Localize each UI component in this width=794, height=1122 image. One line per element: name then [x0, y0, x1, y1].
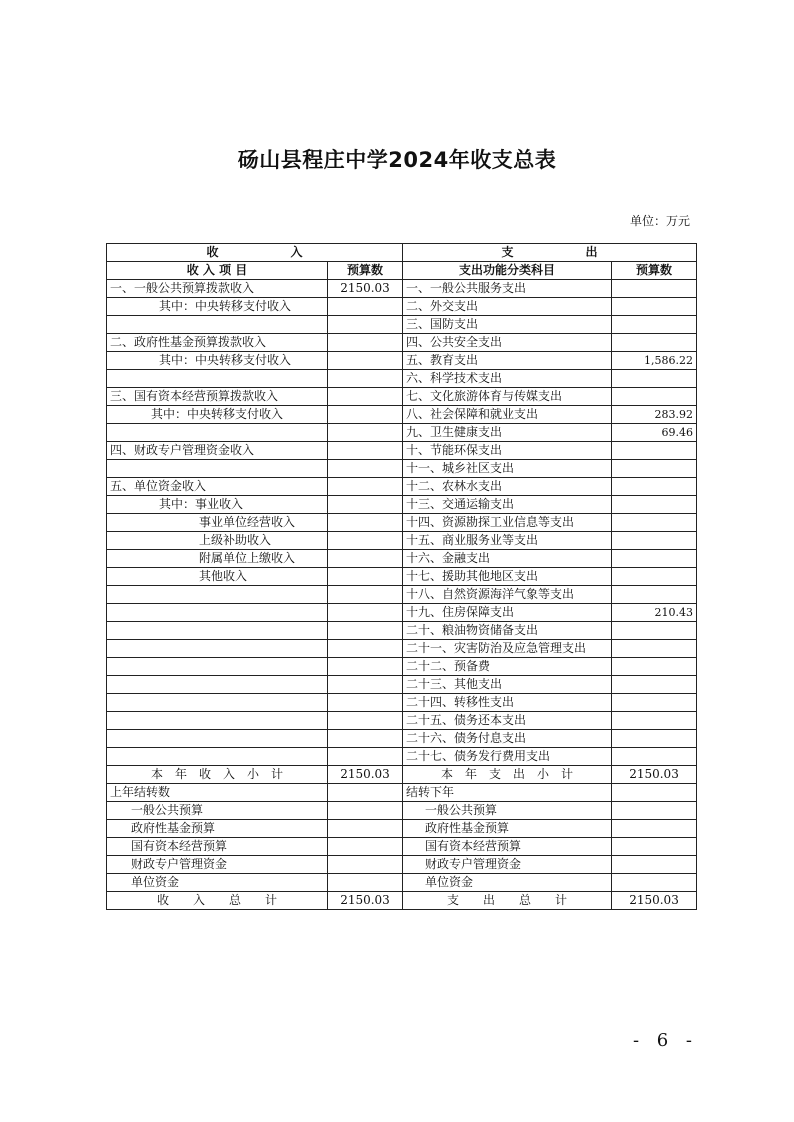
budget-summary-table [106, 243, 697, 910]
expense-label-cell: 二十六、债务付息支出 [403, 730, 612, 748]
expense-label-cell: 二十二、预备费 [403, 658, 612, 676]
income-label-cell: 其中：中央转移支付收入 [107, 352, 328, 370]
income-header: 收 入 [107, 244, 403, 262]
income-amount-cell [328, 532, 403, 550]
expense-label-cell: 十九、住房保障支出 [403, 604, 612, 622]
expense-label-cell: 二十七、债务发行费用支出 [403, 748, 612, 766]
expense-amount-cell [612, 298, 697, 316]
income-amount-header: 预算数 [328, 262, 403, 280]
income-amount-cell [328, 874, 403, 892]
expense-amount-cell [612, 802, 697, 820]
income-label-cell [107, 424, 328, 442]
expense-amount-cell: 2150.03 [612, 766, 697, 784]
income-amount-cell [328, 388, 403, 406]
expense-amount-cell [612, 874, 697, 892]
table-row [107, 388, 697, 406]
income-label-cell: 其他收入 [107, 568, 328, 586]
expense-amount-cell [612, 334, 697, 352]
income-label-cell: 五、单位资金收入 [107, 478, 328, 496]
expense-amount-cell: 2150.03 [612, 892, 697, 910]
income-label-cell: 国有资本经营预算 [107, 838, 328, 856]
table-row [107, 568, 697, 586]
income-amount-cell [328, 730, 403, 748]
income-label-cell: 上级补助收入 [107, 532, 328, 550]
table-row [107, 370, 697, 388]
table-row [107, 748, 697, 766]
table-row [107, 532, 697, 550]
expense-amount-cell [612, 730, 697, 748]
table-row [107, 730, 697, 748]
expense-amount-cell [612, 370, 697, 388]
income-amount-cell: 2150.03 [328, 892, 403, 910]
page-number: - 6 - [632, 1030, 698, 1051]
expense-header: 支 出 [403, 244, 697, 262]
income-label-cell: 单位资金 [107, 874, 328, 892]
expense-label-cell: 二、外交支出 [403, 298, 612, 316]
expense-amount-cell [612, 820, 697, 838]
table-row [107, 784, 697, 802]
table-row [107, 586, 697, 604]
income-amount-cell [328, 694, 403, 712]
income-item-header: 收 入 项 目 [107, 262, 328, 280]
table-row [107, 766, 697, 784]
expense-label-cell: 支 出 总 计 [403, 892, 612, 910]
expense-label-cell: 二十三、其他支出 [403, 676, 612, 694]
expense-amount-cell [612, 280, 697, 298]
income-label-cell [107, 586, 328, 604]
expense-amount-cell [612, 388, 697, 406]
income-amount-cell [328, 298, 403, 316]
income-amount-cell [328, 460, 403, 478]
table-row [107, 298, 697, 316]
expense-label-cell: 十三、交通运输支出 [403, 496, 612, 514]
income-label-cell [107, 460, 328, 478]
table-row [107, 802, 697, 820]
income-label-cell [107, 622, 328, 640]
income-amount-cell [328, 676, 403, 694]
income-label-cell [107, 370, 328, 388]
income-label-cell [107, 316, 328, 334]
table-row [107, 424, 697, 442]
expense-amount-cell [612, 658, 697, 676]
expense-amount-cell [612, 856, 697, 874]
expense-amount-cell [612, 640, 697, 658]
expense-label-cell: 三、国防支出 [403, 316, 612, 334]
income-amount-cell [328, 442, 403, 460]
income-label-cell: 一般公共预算 [107, 802, 328, 820]
income-label-cell: 事业单位经营收入 [107, 514, 328, 532]
income-amount-cell [328, 748, 403, 766]
expense-label-cell: 十四、资源勘探工业信息等支出 [403, 514, 612, 532]
expense-label-cell: 单位资金 [403, 874, 612, 892]
income-label-cell [107, 676, 328, 694]
table-row [107, 874, 697, 892]
table-row [107, 442, 697, 460]
income-amount-cell [328, 496, 403, 514]
expense-label-cell: 政府性基金预算 [403, 820, 612, 838]
table-row [107, 694, 697, 712]
income-amount-cell [328, 568, 403, 586]
income-label-cell [107, 730, 328, 748]
expense-label-cell: 十六、金融支出 [403, 550, 612, 568]
expense-amount-cell: 210.43 [612, 604, 697, 622]
income-amount-cell [328, 802, 403, 820]
unit-label: 单位：万元 [629, 214, 690, 228]
expense-item-header: 支出功能分类科目 [403, 262, 612, 280]
income-amount-cell [328, 640, 403, 658]
table-row [107, 820, 697, 838]
expense-label-cell: 四、公共安全支出 [403, 334, 612, 352]
income-amount-cell: 2150.03 [328, 766, 403, 784]
income-amount-cell [328, 424, 403, 442]
table-row [107, 658, 697, 676]
income-label-cell [107, 712, 328, 730]
income-amount-cell [328, 658, 403, 676]
income-label-cell: 四、财政专户管理资金收入 [107, 442, 328, 460]
income-amount-cell [328, 334, 403, 352]
income-label-cell: 附属单位上缴收入 [107, 550, 328, 568]
income-amount-cell [328, 784, 403, 802]
income-amount-cell [328, 406, 403, 424]
expense-amount-cell [612, 532, 697, 550]
income-amount-cell: 2150.03 [328, 280, 403, 298]
income-amount-cell [328, 838, 403, 856]
income-label-cell [107, 658, 328, 676]
table-row [107, 352, 697, 370]
expense-amount-cell [612, 442, 697, 460]
expense-label-cell: 二十五、债务还本支出 [403, 712, 612, 730]
expense-label-cell: 本 年 支 出 小 计 [403, 766, 612, 784]
expense-label-cell: 五、教育支出 [403, 352, 612, 370]
table-header-row [107, 244, 697, 262]
income-label-cell: 财政专户管理资金 [107, 856, 328, 874]
income-amount-cell [328, 622, 403, 640]
expense-amount-cell [612, 496, 697, 514]
income-amount-cell [328, 550, 403, 568]
income-amount-cell [328, 856, 403, 874]
table-subheader-row [107, 262, 697, 280]
expense-amount-cell [612, 316, 697, 334]
expense-amount-cell [612, 712, 697, 730]
expense-amount-cell [612, 784, 697, 802]
table-row [107, 406, 697, 424]
income-label-cell [107, 640, 328, 658]
income-label-cell: 本 年 收 入 小 计 [107, 766, 328, 784]
table-row [107, 478, 697, 496]
expense-amount-cell [612, 838, 697, 856]
income-label-cell: 其中：事业收入 [107, 496, 328, 514]
table-row [107, 640, 697, 658]
income-amount-cell [328, 316, 403, 334]
table-row [107, 496, 697, 514]
expense-label-cell: 二十一、灾害防治及应急管理支出 [403, 640, 612, 658]
table-row [107, 838, 697, 856]
expense-amount-cell [612, 694, 697, 712]
income-amount-cell [328, 820, 403, 838]
expense-label-cell: 九、卫生健康支出 [403, 424, 612, 442]
expense-label-cell: 财政专户管理资金 [403, 856, 612, 874]
income-label-cell: 收 入 总 计 [107, 892, 328, 910]
expense-amount-cell [612, 514, 697, 532]
expense-label-cell: 一般公共预算 [403, 802, 612, 820]
table-row [107, 622, 697, 640]
expense-label-cell: 国有资本经营预算 [403, 838, 612, 856]
expense-label-cell: 结转下年 [403, 784, 612, 802]
table-row [107, 712, 697, 730]
expense-amount-cell: 283.92 [612, 406, 697, 424]
table-row [107, 892, 697, 910]
income-label-cell: 二、政府性基金预算拨款收入 [107, 334, 328, 352]
table-row [107, 604, 697, 622]
expense-label-cell: 七、文化旅游体育与传媒支出 [403, 388, 612, 406]
expense-label-cell: 二十四、转移性支出 [403, 694, 612, 712]
income-label-cell: 政府性基金预算 [107, 820, 328, 838]
expense-label-cell: 十、节能环保支出 [403, 442, 612, 460]
income-amount-cell [328, 604, 403, 622]
expense-amount-cell [612, 748, 697, 766]
expense-label-cell: 十七、援助其他地区支出 [403, 568, 612, 586]
income-label-cell: 三、国有资本经营预算拨款收入 [107, 388, 328, 406]
expense-amount-cell [612, 550, 697, 568]
table-row [107, 316, 697, 334]
income-label-cell: 上年结转数 [107, 784, 328, 802]
table-row [107, 676, 697, 694]
expense-amount-cell [612, 460, 697, 478]
income-amount-cell [328, 514, 403, 532]
expense-amount-header: 预算数 [612, 262, 697, 280]
expense-label-cell: 六、科学技术支出 [403, 370, 612, 388]
table-row [107, 514, 697, 532]
expense-amount-cell [612, 622, 697, 640]
expense-label-cell: 二十、粮油物资储备支出 [403, 622, 612, 640]
expense-amount-cell: 1,586.22 [612, 352, 697, 370]
income-label-cell: 一、一般公共预算拨款收入 [107, 280, 328, 298]
table-row [107, 280, 697, 298]
expense-label-cell: 一、一般公共服务支出 [403, 280, 612, 298]
expense-label-cell: 十一、城乡社区支出 [403, 460, 612, 478]
document-title: 砀山县程庄中学2024年收支总表 [237, 148, 557, 172]
expense-label-cell: 十二、农林水支出 [403, 478, 612, 496]
income-label-cell [107, 604, 328, 622]
income-amount-cell [328, 370, 403, 388]
income-label-cell [107, 694, 328, 712]
table-row [107, 460, 697, 478]
table-row [107, 334, 697, 352]
income-label-cell: 其中：中央转移支付收入 [107, 298, 328, 316]
income-label-cell: 其中：中央转移支付收入 [107, 406, 328, 424]
table-row [107, 550, 697, 568]
income-amount-cell [328, 478, 403, 496]
expense-amount-cell: 69.46 [612, 424, 697, 442]
expense-amount-cell [612, 586, 697, 604]
expense-amount-cell [612, 568, 697, 586]
expense-label-cell: 十五、商业服务业等支出 [403, 532, 612, 550]
expense-amount-cell [612, 676, 697, 694]
table-row [107, 856, 697, 874]
income-label-cell [107, 748, 328, 766]
expense-label-cell: 八、社会保障和就业支出 [403, 406, 612, 424]
income-amount-cell [328, 712, 403, 730]
income-amount-cell [328, 586, 403, 604]
expense-label-cell: 十八、自然资源海洋气象等支出 [403, 586, 612, 604]
expense-amount-cell [612, 478, 697, 496]
income-amount-cell [328, 352, 403, 370]
